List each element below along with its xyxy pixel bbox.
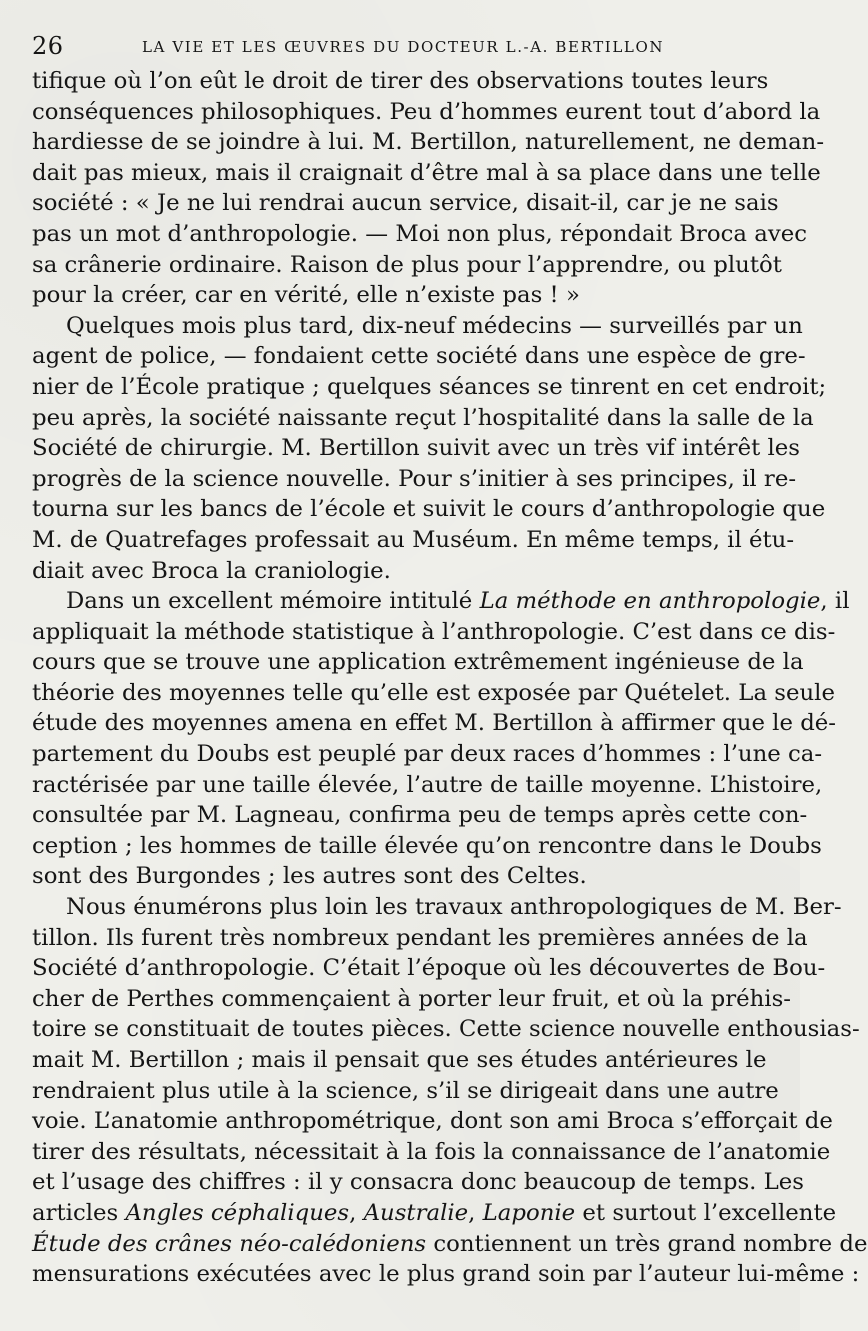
text-segment: Quelques mois plus tard, dix-neuf médecins — surveillés par un — [66, 312, 803, 339]
text-segment: tillon. Ils furent très nombreux pendant les premières années de la — [32, 924, 808, 951]
text-segment: mait M. Bertillon ; mais il pensait que ses études antérieures le — [32, 1047, 767, 1073]
text-segment: tirer des résultats, nécessitait à la fois la connaissance de l’anatomie — [32, 1138, 831, 1165]
text-segment: diait avec Broca la craniologie. — [32, 557, 391, 584]
text-line — [32, 1229, 868, 1260]
text-line — [32, 403, 814, 434]
text-segment: , — [468, 1199, 483, 1226]
text-line — [32, 341, 806, 372]
text-line — [32, 66, 769, 97]
text-segment: appliquait la méthode statistique à l’anthropologie. C’est dans ce dis- — [32, 618, 836, 645]
text-line — [32, 188, 779, 219]
text-line — [32, 1045, 767, 1076]
text-line — [32, 800, 808, 831]
text-line — [32, 525, 795, 556]
text-line — [32, 311, 803, 342]
text-line — [32, 1137, 831, 1168]
text-segment: peu après, la société naissante reçut l’hospitalité dans la salle de la — [32, 404, 814, 431]
text-segment: progrès de la science nouvelle. Pour s’initier à ses principes, il re- — [32, 465, 797, 492]
text-segment: étude des moyennes amena en effet M. Bertillon à affirmer que le dé- — [32, 710, 836, 737]
text-line — [32, 953, 826, 984]
page-number: 26 — [32, 32, 64, 60]
text-segment: partement du Doubs est peuplé par deux races d’hommes : l’une ca- — [32, 741, 823, 768]
text-line — [32, 892, 842, 923]
text-line — [32, 923, 808, 954]
text-segment: articles — [32, 1199, 126, 1226]
text-segment: pour la créer, car en vérité, elle n’existe pas ! » — [32, 282, 580, 309]
text-segment: et surtout l’excellente — [575, 1199, 837, 1226]
text-segment: agent de police, — fondaient cette société dans une espèce de gre- — [32, 343, 806, 370]
text-line — [32, 984, 791, 1015]
text-segment: cours que se trouve une application extrêmement ingénieuse de la — [32, 649, 804, 676]
text-line — [32, 678, 835, 709]
text-segment: Nous énumérons plus loin les travaux anthropologiques de M. Ber- — [66, 894, 842, 921]
italic-title-text: Angles céphaliques — [125, 1199, 350, 1226]
text-line — [32, 556, 764, 587]
text-line — [32, 831, 822, 862]
text-segment: , — [349, 1199, 364, 1226]
text-segment: dait pas mieux, mais il craignait d’être mal à sa place dans une telle — [32, 159, 821, 186]
text-segment: pas un mot d’anthropologie. — Moi non plus, répondait Broca avec — [32, 220, 807, 247]
italic-title-text: Étude des crânes néo-calédoniens — [32, 1230, 427, 1257]
text-line — [32, 97, 821, 128]
text-segment: et l’usage des chiffres : il y consacra donc beaucoup de temps. Les — [32, 1169, 804, 1196]
text-line — [32, 586, 850, 617]
italic-title-text: Australie — [363, 1199, 469, 1226]
text-segment: Dans un excellent mémoire intitulé — [66, 588, 480, 615]
text-line — [32, 158, 821, 189]
text-segment: mensurations exécutées avec le plus grand soin par l’auteur lui-même : — [32, 1261, 860, 1288]
text-segment: ception ; les hommes de taille élevée qu’on rencontre dans le Doubs — [32, 832, 822, 859]
text-segment: sa crânerie ordinaire. Raison de plus pour l’apprendre, ou plutôt — [32, 251, 782, 278]
text-segment: M. de Quatrefages professait au Muséum. En même temps, il étu- — [32, 526, 795, 553]
text-segment: société : « Je ne lui rendrai aucun service, disait-il, car je ne sais — [32, 190, 779, 217]
text-line — [32, 1106, 833, 1137]
text-line — [32, 617, 836, 648]
italic-title-text: La méthode en anthropologie — [479, 588, 821, 615]
text-segment: contiennent un très grand nombre de — [426, 1230, 868, 1257]
body-text — [32, 66, 868, 1290]
text-segment: ractérisée par une taille élevée, l’autre de taille moyenne. L’histoire, — [32, 771, 823, 798]
italic-title-text: Laponie — [482, 1199, 576, 1226]
running-title: LA VIE ET LES ŒUVRES DU DOCTEUR L.-A. BERTILLON — [142, 38, 665, 56]
text-segment: voie. L’anatomie anthropométrique, dont son ami Broca s’efforçait de — [32, 1108, 833, 1135]
text-line — [32, 708, 836, 739]
text-segment: Société d’anthropologie. C’était l’époque où les découvertes de Bou- — [32, 955, 826, 982]
text-line — [32, 739, 823, 770]
text-segment: théorie des moyennes telle qu’elle est exposée par Quételet. La seule — [32, 679, 835, 706]
text-segment: toire se constituait de toutes pièces. Cette science nouvelle enthousias- — [32, 1016, 860, 1043]
text-line — [32, 433, 800, 464]
text-segment: tourna sur les bancs de l’école et suivit le cours d’anthropologie que — [32, 496, 826, 523]
text-segment: , il — [820, 588, 850, 615]
text-line — [32, 464, 797, 495]
text-line — [32, 1076, 779, 1107]
text-segment: rendraient plus utile à la science, s’il se dirigeait dans une autre — [32, 1077, 779, 1104]
text-segment: nier de l’École pratique ; quelques séances se tinrent en cet endroit; — [32, 373, 827, 400]
text-segment: Société de chirurgie. M. Bertillon suivit avec un très vif intérêt les — [32, 435, 800, 462]
text-line — [32, 372, 827, 403]
text-segment: conséquences philosophiques. Peu d’hommes eurent tout d’abord la — [32, 98, 821, 125]
text-line — [32, 1259, 860, 1290]
text-line — [32, 647, 804, 678]
text-segment: consultée par M. Lagneau, confirma peu de temps après cette con- — [32, 802, 808, 829]
running-head — [32, 28, 764, 62]
text-line — [32, 770, 823, 801]
text-line — [32, 494, 826, 525]
text-line — [32, 1167, 804, 1198]
text-line — [32, 1198, 837, 1229]
text-segment: tifique où l’on eût le droit de tirer des observations toutes leurs — [32, 68, 769, 94]
text-line — [32, 219, 807, 250]
text-line — [32, 127, 825, 158]
text-line — [32, 250, 782, 281]
text-line — [32, 861, 764, 892]
text-segment: cher de Perthes commençaient à porter leur fruit, et où la préhis- — [32, 985, 791, 1012]
text-segment: hardiesse de se joindre à lui. M. Bertillon, naturellement, ne deman- — [32, 129, 825, 156]
text-line — [32, 1014, 860, 1045]
text-segment: sont des Burgondes ; les autres sont des Celtes. — [32, 863, 587, 890]
text-line — [32, 280, 764, 311]
